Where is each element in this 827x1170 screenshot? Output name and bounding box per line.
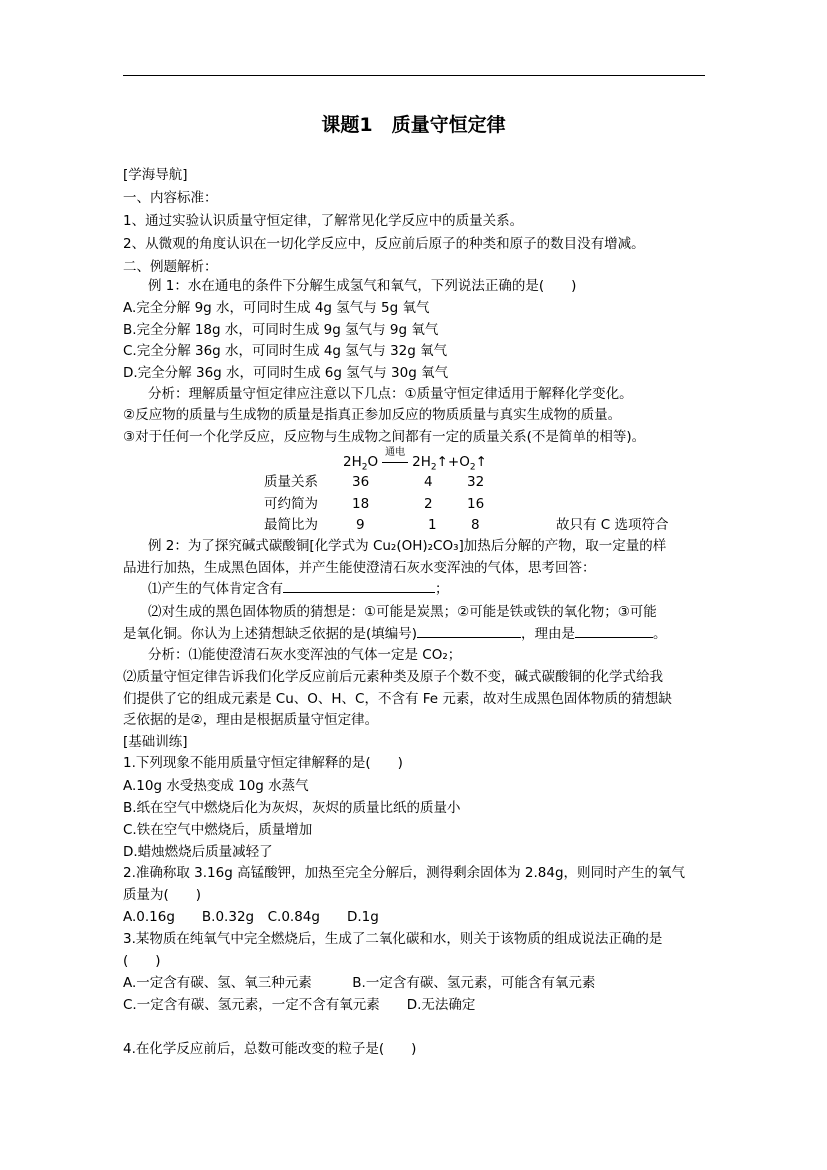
text-line: B.完全分解 18g 水，可同时生成 9g 氢气与 9g 氧气: [123, 322, 439, 338]
text-line: [基础训练]: [123, 734, 188, 750]
text-line: A.0.16g B.0.32g C.0.84g D.1g: [123, 909, 379, 925]
text-line: B.纸在空气中燃烧后化为灰烬，灰烬的质量比纸的质量小: [123, 800, 461, 816]
text-line: C.完全分解 36g 水，可同时生成 4g 氢气与 32g 氧气: [123, 343, 448, 359]
text-line: 分析：理解质量守恒定律应注意以下几点：①质量守恒定律适用于解释化学变化。: [148, 386, 633, 402]
text-line: 二、例题解析：: [123, 259, 218, 275]
table-cell: 4: [424, 474, 433, 490]
text-line: 3.某物质在纯氧气中完全燃烧后，生成了二氧化碳和水，则关于该物质的组成说法正确的是: [123, 931, 663, 947]
text-line: ⑵对生成的黑色固体物质的猜想是：①可能是炭黑；②可能是铁或铁的氧化物；③可能: [148, 604, 657, 620]
question-line-1: ⑴产生的气体肯定含有 ；: [148, 578, 449, 599]
text-line: 1、通过实验认识质量守恒定律，了解常见化学反应中的质量关系。: [123, 213, 524, 229]
text-line: 品进行加热，生成黑色固体，并产生能使澄清石灰水变浑浊的气体，思考回答：: [123, 560, 596, 576]
text-line: 4.在化学反应前后，总数可能改变的粒子是( ): [123, 1041, 417, 1057]
text-line: [学海导航]: [123, 167, 188, 183]
text-line: ③对于任何一个化学反应，反应物与生成物之间都有一定的质量关系(不是简单的相等)。: [123, 429, 646, 445]
text-line: 2、从微观的角度认识在一切化学反应中，反应前后原子的种类和原子的数目没有增减。: [123, 236, 645, 252]
table-cell: 8: [471, 517, 480, 533]
text-line: 一、内容标准：: [123, 190, 218, 206]
text-line: 1.下列现象不能用质量守恒定律解释的是( ): [123, 755, 403, 771]
text-line: ⑵质量守恒定律告诉我们化学反应前后元素种类及原子个数不变，碱式碳酸铜的化学式给我: [123, 669, 663, 685]
table-cell: 36: [352, 474, 370, 490]
conclusion-text: 故只有 C 选项符合: [556, 517, 669, 533]
row-label: 最简比为: [264, 517, 318, 533]
reaction-equation: $2H_2O$ 通电 $2H_2↑+O_2↑$: [343, 447, 487, 473]
answer-blank[interactable]: [283, 578, 435, 593]
table-cell: 32: [467, 474, 485, 490]
answer-blank[interactable]: [575, 623, 653, 638]
text-line: A.完全分解 9g 水，可同时生成 4g 氢气与 5g 氧气: [123, 300, 430, 316]
question-line-2: 是氧化铜。你认为上述猜想缺乏依据的是(填编号) ，理由是 。: [123, 623, 667, 644]
text-line: ( ): [123, 953, 161, 969]
text-line: ②反应物的质量与生成物的质量是指真正参加反应的物质质量与真实生成物的质量。: [123, 407, 622, 423]
row-label: 质量关系: [264, 474, 318, 490]
text-line: 例 1：水在通电的条件下分解生成氢气和氧气，下列说法正确的是( ): [148, 278, 577, 294]
table-cell: 1: [428, 517, 437, 533]
header-rule: [123, 75, 705, 76]
row-label: 可约简为: [264, 496, 318, 512]
text-line: A.一定含有碳、氢、氧三种元素 B.一定含有碳、氢元素，可能含有氧元素: [123, 975, 596, 991]
text-line: 们提供了它的组成元素是 Cu、O、H、C，不含有 Fe 元素，故对生成黑色固体物质的猜想缺: [123, 691, 672, 707]
table-cell: 9: [356, 517, 365, 533]
answer-blank[interactable]: [417, 623, 521, 638]
table-cell: 2: [424, 496, 433, 512]
text-line: 2.准确称取 3.16g 高锰酸钾，加热至完全分解后，测得剩余固体为 2.84g，则同时产生的氧气: [123, 865, 686, 881]
text-line: 分析：⑴能使澄清石灰水变浑浊的气体一定是 CO₂；: [148, 647, 462, 663]
text-line: C.一定含有碳、氢元素，一定不含有氧元素 D.无法确定: [123, 997, 476, 1013]
text-line: D.完全分解 36g 水，可同时生成 6g 氢气与 30g 氧气: [123, 365, 449, 381]
page-title: 课题1 质量守恒定律: [321, 114, 506, 136]
text-line: A.10g 水受热变成 10g 水蒸气: [123, 778, 309, 794]
text-line: 乏依据的是②，理由是根据质量守恒定律。: [123, 712, 379, 728]
text-line: 质量为( ): [123, 887, 202, 903]
text-line: D.蜡烛燃烧后质量减轻了: [123, 844, 273, 860]
table-cell: 18: [352, 496, 370, 512]
text-line: C.铁在空气中燃烧后，质量增加: [123, 822, 313, 838]
text-line: 例 2：为了探究碱式碳酸铜[化学式为 Cu₂(OH)₂CO₃]加热后分解的产物，取一定量的样: [148, 538, 667, 554]
table-cell: 16: [467, 496, 485, 512]
reaction-condition: 通电: [378, 452, 412, 472]
